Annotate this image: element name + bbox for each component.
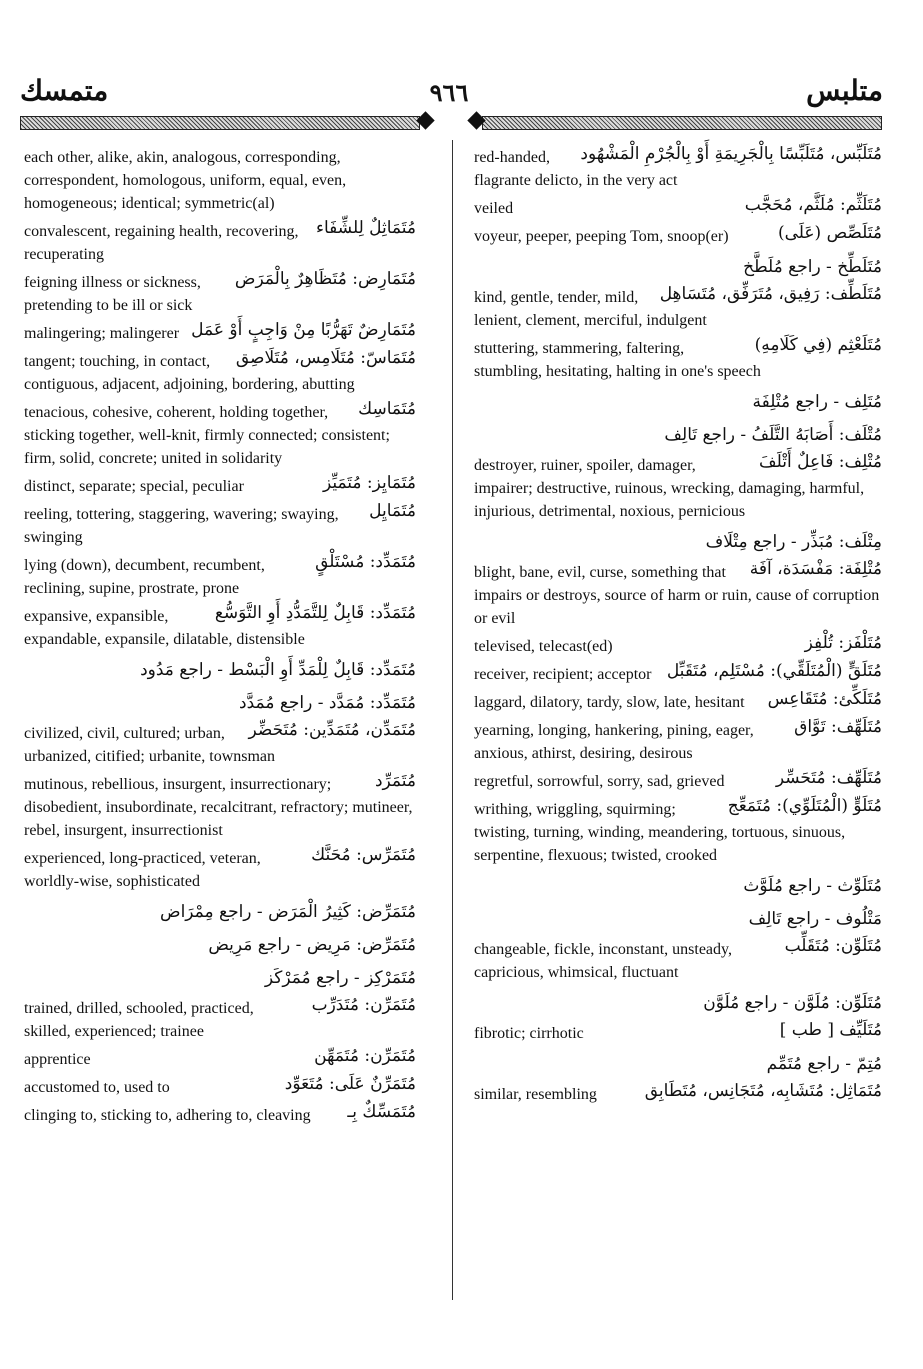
arabic-headword: مُتَمَدِّد: قَابِلٌ لِلْمَدِّ أَوِ الْبَسْط - راجع مَدُود [140, 660, 416, 680]
english-definition: each other, alike, akin, analogous, corresponding, correspondent, homologous, uniform, equal, even, homogeneous; identical; symmetric(al) [24, 149, 347, 212]
dictionary-entry [24, 847, 416, 893]
dictionary-entry [24, 146, 416, 215]
dictionary-entry [474, 388, 882, 416]
arabic-headword: مَتْلُوف - راجع تَالِف [748, 909, 882, 929]
english-definition: clinging to, sticking to, adhering to, cleaving [24, 1107, 311, 1124]
dictionary-entry [474, 719, 882, 765]
arabic-headword: مُتَمَدِّد: مُسْتَلْقٍ [311, 551, 416, 574]
dictionary-entry [474, 225, 882, 248]
english-definition: tangent; touching, in contact, contiguous, adjacent, adjoining, bordering, abutting [24, 353, 355, 393]
running-head-right: متلبس [806, 74, 883, 107]
dictionary-entry [24, 554, 416, 600]
english-definition: distinct, separate; special, peculiar [24, 478, 244, 495]
arabic-headword: مُتَمَرْكِز - راجع مُمَرْكَز [264, 968, 416, 988]
english-definition: yearning, longing, hankering, pining, eager, anxious, athirst, desiring, desirous [474, 722, 754, 762]
english-definition: reeling, tottering, staggering, wavering; swaying, swinging [24, 506, 339, 546]
english-definition: accustomed to, used to [24, 1079, 170, 1096]
dictionary-entry [474, 905, 882, 933]
arabic-headword: مُتَمَرِّس: مُحَنَّك [307, 844, 416, 867]
arabic-headword: مُتَمَاثِل: مُتَشَابِه، مُتَجَانِس، مُتَطَابِق [641, 1080, 882, 1103]
english-definition: similar, resembling [474, 1086, 597, 1103]
english-definition: laggard, dilatory, tardy, slow, late, hesitant [474, 694, 745, 711]
english-definition: convalescent, regaining health, recovering, recuperating [24, 223, 299, 263]
dictionary-entry [474, 421, 882, 449]
dictionary-entry [474, 663, 882, 686]
arabic-headword: مُتْلَف: أَصَابَهُ التَّلَفُ - راجع تَالِف [664, 425, 882, 445]
dictionary-entry [474, 635, 882, 658]
dictionary-entry [24, 605, 416, 651]
dictionary-entry [474, 938, 882, 984]
arabic-headword: مُتَمَرِّض: كَثِيرُ الْمَرَض - راجع مِمْرَاض [160, 902, 416, 922]
english-definition: regretful, sorrowful, sorry, sad, grieved [474, 773, 725, 790]
english-definition: blight, bane, evil, curse, something that impairs or destroys, source of harm or ruin, cause of corruption or evil [474, 564, 880, 627]
dictionary-entry [474, 798, 882, 867]
arabic-headword: مُتَلَوِّن: مُتَقَلِّب [781, 935, 882, 958]
dictionary-entry [474, 872, 882, 900]
dictionary-entry [474, 989, 882, 1017]
dictionary-entry [24, 898, 416, 926]
dictionary-entry [24, 322, 416, 345]
english-definition: experienced, long-practiced, veteran, worldly-wise, sophisticated [24, 850, 261, 890]
english-definition: veiled [474, 200, 514, 217]
arabic-headword: مُتَمَاسِك [354, 398, 416, 421]
dictionary-entry [474, 197, 882, 220]
arabic-headword: مُتَمَرِّد [371, 770, 416, 793]
dictionary-entry [474, 561, 882, 630]
arabic-headword: مُتَمَرِّض: مَرِيض - راجع مَرِيض [208, 935, 416, 955]
dictionary-entry [24, 1076, 416, 1099]
arabic-headword: مُتَمَرِّن: مُتَدَرِّب [308, 994, 416, 1017]
dictionary-entry [24, 1048, 416, 1071]
arabic-headword: مُتَمَرِّن: مُتَمَهِّن [310, 1045, 416, 1068]
left-column [24, 146, 416, 1132]
dictionary-entry [24, 931, 416, 959]
dictionary-entry [24, 271, 416, 317]
dictionary-entry [24, 656, 416, 684]
dictionary-entry [474, 528, 882, 556]
arabic-headword: مُتَلَهِّف: تَوَّاق [790, 716, 882, 739]
dictionary-entry [474, 337, 882, 383]
english-definition: expansive, expansible, expandable, expansile, dilatable, distensible [24, 608, 305, 648]
english-definition: kind, gentle, tender, mild, lenient, clement, merciful, indulgent [474, 289, 707, 329]
dictionary-entry [474, 1083, 882, 1106]
dictionary-entry [24, 1104, 416, 1127]
arabic-headword: مُتَمَاثِلٌ لِلشِّفَاء [312, 217, 416, 240]
arabic-headword: مُتَمَدِّن، مُتَمَدِّين: مُتَحَضِّر [245, 719, 417, 742]
arabic-headword: مُتَمَاسّ: مُتَلَامِس، مُتَلَاصِق [232, 347, 416, 370]
english-definition: stuttering, stammering, faltering, stumbling, hesitating, halting in one's speech [474, 340, 761, 380]
dictionary-entry [474, 454, 882, 523]
arabic-headword: مُتَلِف - راجع مُتْلِفَة [752, 392, 882, 412]
english-definition: red-handed, flagrante delicto, in the very act [474, 149, 678, 189]
dictionary-entry [474, 770, 882, 793]
arabic-headword: مُتَلَكِّئ: مُتَقَاعِس [764, 688, 882, 711]
english-definition: receiver, recipient; acceptor [474, 666, 652, 683]
arabic-headword: مُتَمَارِضٌ تَهَرُّبًا مِنْ وَاجِبٍ أَوْ عَمَل [187, 319, 416, 342]
dictionary-entry [474, 1050, 882, 1078]
english-definition: malingering; malingerer [24, 325, 180, 342]
english-definition: lying (down), decumbent, recumbent, reclining, supine, prostrate, prone [24, 557, 265, 597]
arabic-headword: مُتَلَطِّخ - راجع مُلَطَّخ [743, 257, 882, 277]
arabic-headword: مُتِمّ - راجع مُتَمِّم [766, 1054, 882, 1074]
arabic-headword: مُتَلَبِّس، مُتَلَبِّسًا بِالْجَرِيمَةِ أَوْ بِالْجُرْمِ الْمَشْهُود [576, 143, 882, 166]
dictionary-entry [24, 689, 416, 717]
arabic-headword: مُتَمَايِل [365, 500, 416, 523]
arabic-headword: مُتَمَايِز: مُتَمَيِّز [319, 472, 416, 495]
arabic-headword: مُتَمَارِض: مُتَظَاهِرٌ بِالْمَرَض [231, 268, 416, 291]
arabic-headword: مُتَلْفَز: تُلْفِز [801, 632, 882, 655]
english-definition: trained, drilled, schooled, practiced, skilled, experienced; trainee [24, 1000, 254, 1040]
english-definition: changeable, fickle, inconstant, unsteady, capricious, whimsical, fluctuant [474, 941, 732, 981]
arabic-headword: مُتَمَرِّنٌ عَلَى: مُتَعَوِّد [281, 1073, 416, 1096]
arabic-headword: مُتَلَعْثِم (فِي كَلَامِهِ) [751, 334, 882, 357]
english-definition: civilized, civil, cultured; urban, urbanized, citified; urbanite, townsman [24, 725, 276, 765]
arabic-headword: مُتَلَوِّث - راجع مُلَوَّث [743, 876, 882, 896]
arabic-headword: مُتَلَوِّن: مُلَوَّن - راجع مُلَوَّن [703, 993, 882, 1013]
arabic-headword: مُتَلَهِّف: مُتَحَسِّر [772, 767, 882, 790]
arabic-headword: مِتْلَف: مُبَذِّر - راجع مِتْلَاف [705, 532, 882, 552]
arabic-headword: مُتَمَدِّد: قَابِلٌ لِلتَّمَدُّدِ أَوِ التَّوَسُّع [211, 602, 416, 625]
dictionary-entry [24, 722, 416, 768]
dictionary-entry [24, 350, 416, 396]
header-rule-right [470, 116, 882, 130]
dictionary-entry [474, 146, 882, 192]
english-definition: destroyer, ruiner, spoiler, damager, impairer; destructive, ruinous, wrecking, damaging, harmful, injurious, detrimental, noxious, pernicious [474, 457, 865, 520]
english-definition: writhing, wriggling, squirming; twisting, turning, winding, meandering, tortuous, sinuous, serpentine, flexuous; twisted, crooked [474, 801, 846, 864]
english-definition: tenacious, cohesive, coherent, holding together, sticking together, well-knit, firmly connected; consistent; firm, solid, concrete; united in solidarity [24, 404, 390, 467]
running-head-left: متمسك [20, 74, 109, 107]
arabic-headword: مُتَلَثِّم: مُلَثَّم، مُحَجَّب [741, 194, 882, 217]
right-column [474, 146, 882, 1111]
arabic-headword: مُتَلَقٍّ (الْمُتَلَقِّي): مُسْتَلِم، مُتَقَبِّل [663, 660, 882, 683]
arabic-headword: مُتَلَيِّف [ طب ] [776, 1019, 882, 1042]
dictionary-entry [474, 286, 882, 332]
english-definition: mutinous, rebellious, insurgent, insurrectionary; disobedient, insubordinate, recalcitrant, refractory; mutineer, rebel, insurgent, insurrectionist [24, 776, 413, 839]
dictionary-entry [474, 691, 882, 714]
dictionary-entry [474, 1022, 882, 1045]
english-definition: feigning illness or sickness, pretending to be ill or sick [24, 274, 201, 314]
dictionary-entry [24, 220, 416, 266]
dictionary-entry [24, 997, 416, 1043]
arabic-headword: مُتَمَدِّد: مُمَدَّد - راجع مُمَدَّد [239, 693, 416, 713]
page-number: ٩٦٦ [429, 78, 469, 107]
english-definition: fibrotic; cirrhotic [474, 1025, 584, 1042]
dictionary-entry [24, 401, 416, 470]
dictionary-entry [24, 964, 416, 992]
dictionary-entry [24, 773, 416, 842]
dictionary-entry [24, 475, 416, 498]
dictionary-entry [474, 253, 882, 281]
arabic-headword: مُتَمَسِّكٌ بِـ [343, 1101, 416, 1124]
arabic-headword: مُتَلَوٍّ (الْمُتَلَوِّي): مُتَمَعِّج [724, 795, 882, 818]
dictionary-entry [24, 503, 416, 549]
arabic-headword: مُتْلِفَة: مَفْسَدَة، آفَة [746, 558, 882, 581]
english-definition: televised, telecast(ed) [474, 638, 613, 655]
english-definition: voyeur, peeper, peeping Tom, snoop(er) [474, 228, 729, 245]
column-divider [452, 140, 453, 1300]
header-rule-left [20, 116, 432, 130]
arabic-headword: مُتْلِف: فَاعِلٌ أَتْلَفَ [755, 451, 882, 474]
english-definition: apprentice [24, 1051, 91, 1068]
arabic-headword: مُتَلَطِّف: رَفِيق، مُتَرَفِّق، مُتَسَاهِل [656, 283, 882, 306]
arabic-headword: مُتَلَصِّص (عَلَى) [774, 222, 882, 245]
